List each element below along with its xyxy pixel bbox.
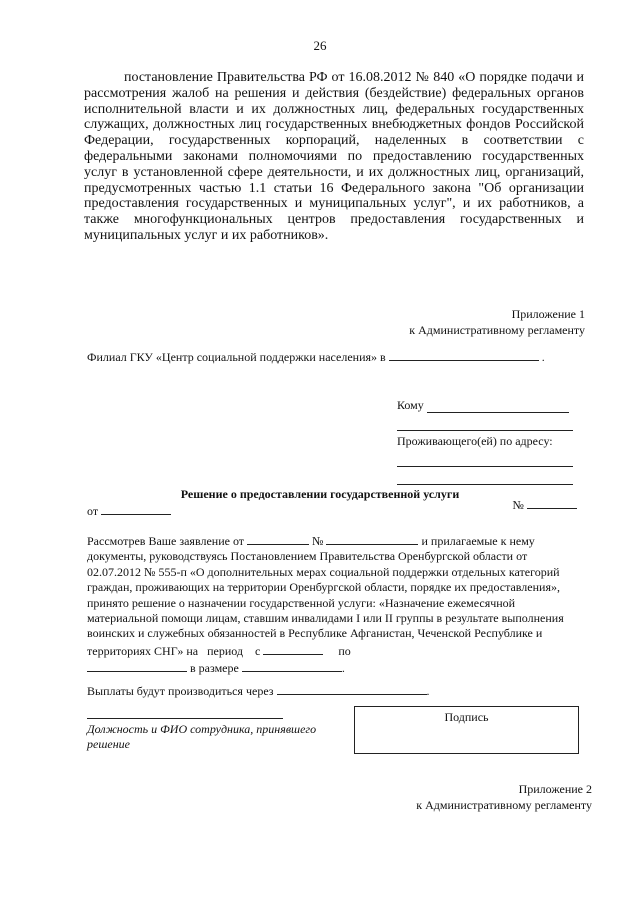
- body-text-3: и прилагаемые к нему документы, руководствуясь Постановлением Правительства Оренбургской области от 02.07.2012 № 555-п «О дополнительных мерах социальной поддержки отдельных категорий граждан, проживающих на территории Оренбургской области, порядке их предоставления», принято решение о назначении государственной услуги: «Назначение ежемесячной материальной помощи лицам, ставшим инвалидами I или II группы в результате выполнения воинских и служебных обязанностей в Республике Афганистан, Чеченской Республике и территориях СНГ» на: [87, 534, 564, 658]
- signature-label: Подпись: [444, 710, 489, 724]
- branch-end: .: [541, 350, 545, 364]
- page-number: 26: [313, 38, 327, 53]
- branch-blank[interactable]: [389, 348, 539, 361]
- period-label: период: [207, 643, 244, 658]
- decision-date-number-row: [87, 498, 577, 519]
- to-row: [397, 396, 577, 413]
- annex-1-header: [285, 306, 585, 338]
- application-date-blank[interactable]: [247, 532, 309, 545]
- decision-number-blank[interactable]: [527, 496, 577, 509]
- decision-from: [87, 502, 171, 519]
- body-end: .: [341, 661, 345, 676]
- application-number-blank[interactable]: [326, 532, 418, 545]
- decision-title: Решение о предоставлении государственной услуги: [180, 487, 460, 501]
- amount-blank[interactable]: [242, 659, 342, 672]
- period-from-blank[interactable]: [263, 642, 323, 655]
- intro-paragraph: постановление Правительства РФ от 16.08.2012 № 840 «О порядке подачи и рассмотрения жалоб на решения и действия (бездействие) федеральных органов исполнительной власти и их должностных лиц, федеральных государственных служащих, должностных лиц государственных внебюджетных фондов Российской Федерации, государственных корпораций, наделенных в соответствии с федеральными законами полномочиями по предоставлению государственных услуг в установленной сфере деятельности, и их должностных лиц, организаций, предусмотренных частью 1.1 статьи 16 Федерального закона "Об организации предоставления государственных и муниципальных услуг", и их работников, а также многофункциональных центров предоставления государственных и муниципальных услуг и их работников».: [84, 70, 584, 243]
- officer-caption: Должность и ФИО сотрудника, принявшего решение: [87, 722, 317, 751]
- to-blank-2[interactable]: [397, 413, 573, 431]
- payments-end: .: [426, 684, 430, 698]
- decision-number: [513, 496, 577, 519]
- branch-label: Филиал ГКУ «Центр социальной поддержки населения» в: [87, 350, 386, 364]
- annex-1-subtitle: к Административному регламенту: [409, 323, 585, 337]
- payments-blank[interactable]: [277, 682, 427, 695]
- annex-2-title: Приложение 2: [518, 782, 592, 796]
- period-to-label: по: [338, 643, 351, 658]
- annex-2-header: [292, 781, 592, 813]
- to-label: Кому: [397, 398, 424, 412]
- payments-label: Выплаты будут производиться через: [87, 684, 274, 698]
- branch-line: [87, 348, 587, 365]
- address-blank-1[interactable]: [397, 449, 573, 467]
- residing-label: Проживающего(ей) по адресу:: [397, 434, 553, 448]
- decision-body: [87, 532, 582, 677]
- to-blank[interactable]: [427, 400, 569, 413]
- period-to-blank[interactable]: [87, 659, 187, 672]
- amount-label: в размере: [190, 661, 239, 676]
- annex-1-title: Приложение 1: [511, 307, 585, 321]
- period-from-label: с: [255, 643, 261, 658]
- annex-2-subtitle: к Административному регламенту: [416, 798, 592, 812]
- signature-box[interactable]: [354, 706, 579, 754]
- address-blank-2[interactable]: [397, 467, 573, 485]
- decision-number-label: №: [512, 498, 524, 512]
- decision-date-blank[interactable]: [101, 502, 171, 515]
- decision-from-label: от: [87, 504, 99, 518]
- body-text-1: Рассмотрев Ваше заявление от: [87, 534, 245, 548]
- recipient-block: [397, 396, 577, 485]
- payments-line: [87, 682, 582, 699]
- body-text-2: №: [312, 534, 324, 548]
- officer-blank[interactable]: [87, 718, 283, 719]
